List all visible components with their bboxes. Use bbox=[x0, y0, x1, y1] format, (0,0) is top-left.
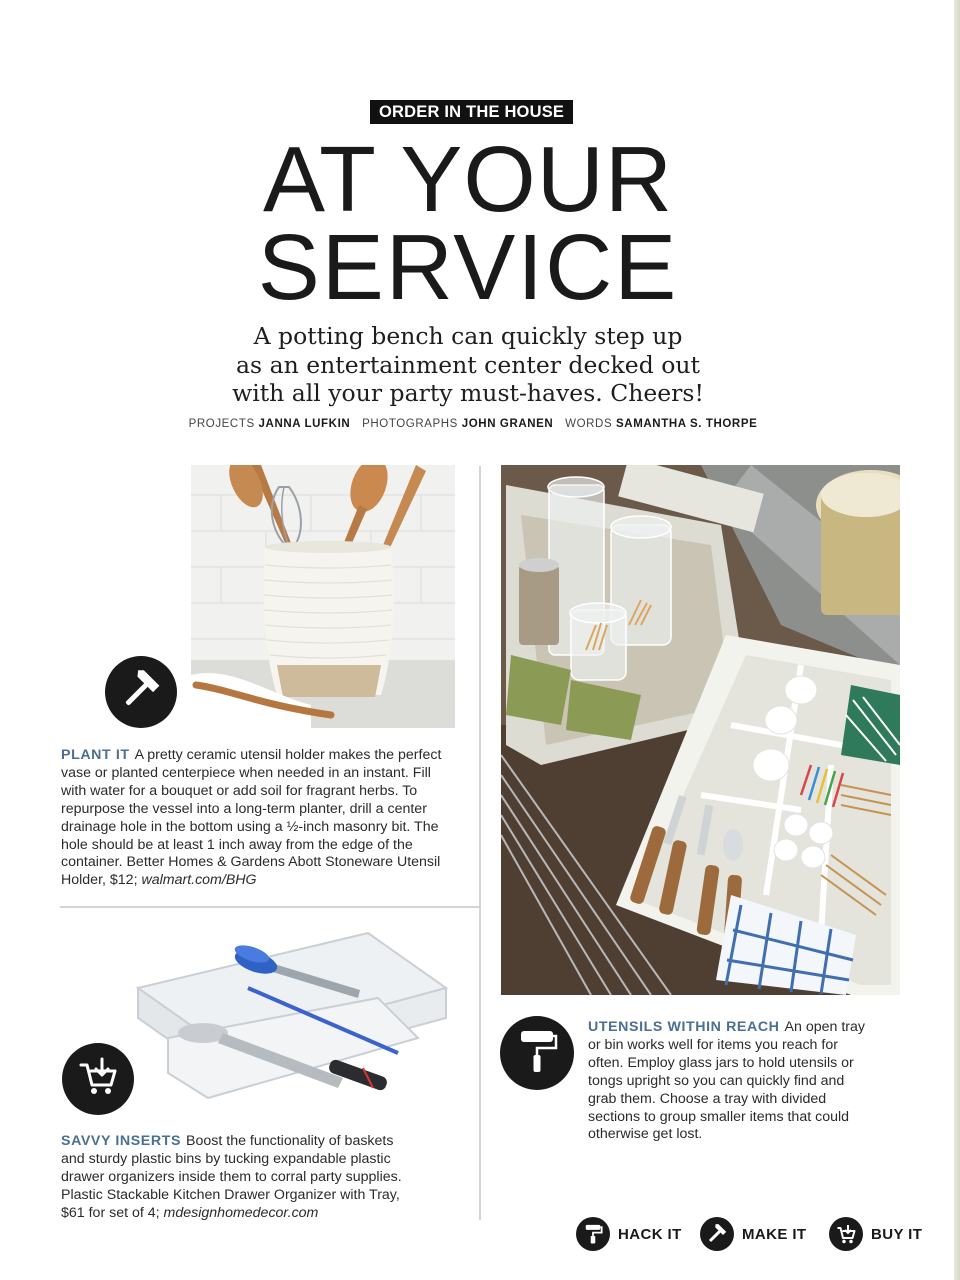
legend-make-it bbox=[700, 1217, 806, 1251]
horizontal-divider bbox=[60, 906, 479, 908]
credit-words-name: SAMANTHA S. THORPE bbox=[616, 418, 758, 430]
dek-line-2: as an entertainment center decked out bbox=[236, 350, 700, 379]
page-edge bbox=[954, 0, 960, 1280]
drawer-organizer-photo bbox=[128, 928, 453, 1113]
paint-roller-icon bbox=[515, 1027, 559, 1079]
legend-hack-label: HACK IT bbox=[618, 1225, 682, 1243]
paint-roller-icon bbox=[576, 1217, 610, 1251]
hammer-icon bbox=[119, 668, 163, 716]
credit-photos-name: JOHN GRANEN bbox=[461, 418, 554, 430]
title-line-2: SERVICE bbox=[257, 215, 679, 319]
savvy-inserts-body: Boost the functionality of baskets and sturdy plastic bins by tucking expandable plastic drawer organizers inside them to corral party supplies. Plastic Stackable Kitchen Drawer Organizer with Tray, $61 for set of 4; bbox=[61, 1133, 402, 1221]
plant-it-body: A pretty ceramic utensil holder makes the perfect vase or planted centerpiece when needed in an instant. Fill with water for a bouquet or add soil for fragrant herbs. To repurpose the vessel into a long-term planter, drill a center drainage hole in the bottom using a ½-inch masonry bit. The hole should be at least 1 inch away from the edge of the container. Better Homes & Gardens Abott Stoneware Utensil Holder, $12; bbox=[61, 747, 442, 889]
plant-it-link[interactable]: walmart.com/BHG bbox=[141, 872, 257, 889]
savvy-inserts-link[interactable]: mdesignhomedecor.com bbox=[163, 1204, 319, 1221]
credit-photos-label: PHOTOGRAPHS bbox=[362, 418, 458, 430]
credit-projects-label: PROJECTS bbox=[188, 418, 255, 430]
party-supplies-photo bbox=[501, 465, 900, 995]
credits bbox=[0, 418, 946, 430]
cart-icon bbox=[76, 1055, 120, 1103]
plant-it-text bbox=[61, 747, 453, 890]
credit-projects-name: JANNA LUFKIN bbox=[258, 418, 351, 430]
make-it-badge bbox=[105, 656, 177, 728]
utensil-holder-photo bbox=[191, 465, 455, 728]
savvy-inserts-text bbox=[61, 1133, 406, 1223]
legend-make-label: MAKE IT bbox=[742, 1225, 807, 1243]
vertical-divider bbox=[479, 466, 481, 1220]
section-kicker: ORDER IN THE HOUSE bbox=[370, 100, 573, 124]
hammer-icon bbox=[700, 1217, 734, 1251]
dek bbox=[0, 322, 936, 408]
savvy-inserts-heading: SAVVY INSERTS bbox=[61, 1133, 182, 1149]
dek-line-3: with all your party must-haves. Cheers! bbox=[232, 379, 704, 407]
buy-it-badge bbox=[62, 1043, 134, 1115]
plant-it-heading: PLANT IT bbox=[61, 747, 130, 763]
cart-icon bbox=[829, 1217, 863, 1251]
legend-buy-label: BUY IT bbox=[871, 1225, 923, 1243]
legend-buy-it bbox=[829, 1217, 922, 1251]
utensils-heading: UTENSILS WITHIN REACH bbox=[588, 1019, 780, 1035]
title-line-1: AT YOUR bbox=[262, 127, 674, 231]
hack-it-badge bbox=[500, 1016, 574, 1090]
credit-words-label: WORDS bbox=[565, 418, 613, 430]
utensils-text bbox=[588, 1019, 870, 1144]
utensils-body: An open tray or bin works well for items you reach for often. Employ glass jars to hold utensils or tongs upright so you can quickly find and grab them. Choose a tray with divided sections to group smaller items that could otherwise get lost. bbox=[588, 1019, 865, 1143]
legend-hack-it bbox=[576, 1217, 682, 1251]
dek-line-1: A potting bench can quickly step up bbox=[253, 322, 683, 350]
